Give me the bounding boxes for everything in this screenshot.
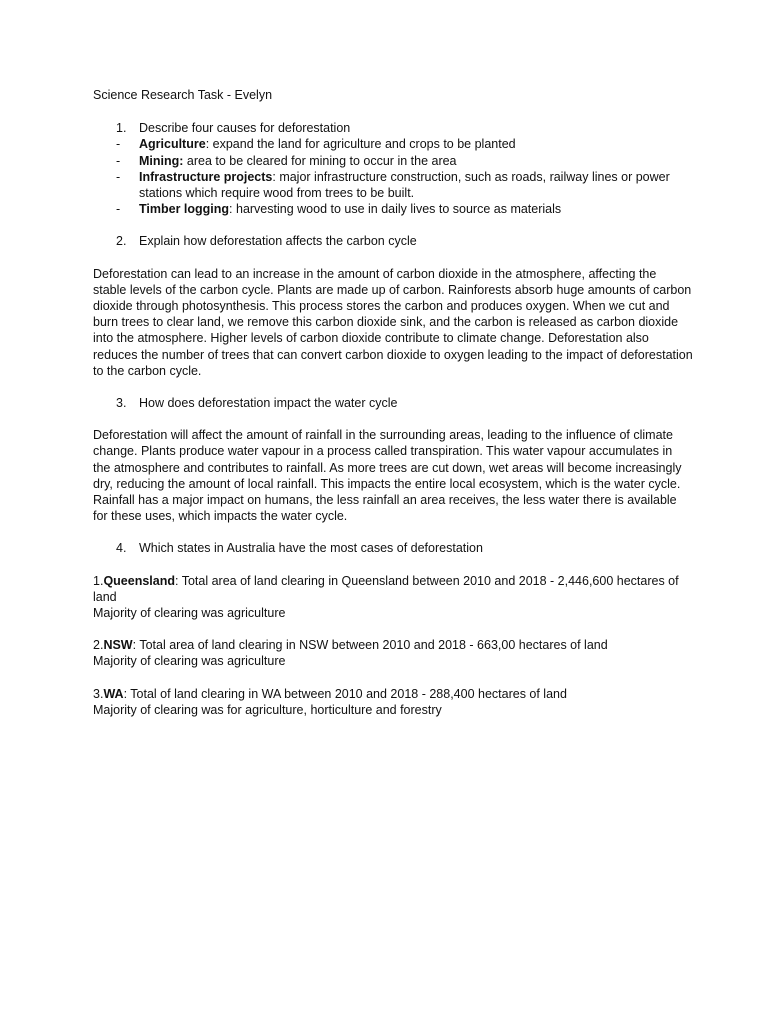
list-item xyxy=(93,169,693,201)
state-name: Queensland xyxy=(103,573,175,588)
bullet-term: Mining: xyxy=(139,153,184,168)
bullet-text: : expand the land for agriculture and crops to be planted xyxy=(205,137,516,152)
question-text: Describe four causes for deforestation xyxy=(139,121,351,136)
state-note: Majority of clearing was agriculture xyxy=(93,654,286,669)
bullet-term: Timber logging xyxy=(139,202,230,217)
question-text: Explain how deforestation affects the carbon cycle xyxy=(139,234,417,249)
list-item xyxy=(93,136,693,152)
state-note: Majority of clearing was for agriculture, horticulture and forestry xyxy=(93,702,442,717)
answer-paragraph: Deforestation can lead to an increase in the amount of carbon dioxide in the atmosphere, affecting the stable levels of the carbon cycle. Plants are made up of carbon. Rainforests absorb huge amounts of carbon dioxide through photosynthesis. This process stores the carbon and produces oxygen. When we cut and burn trees to clear land, we remove this carbon dioxide sink, and the carbon is released as carbon dioxide into the atmosphere. Higher levels of carbon dioxide contribute to climate change. Deforestation also reduces the number of trees that can convert carbon dioxide to oxygen leading to the impact of deforestation to the carbon cycle. xyxy=(93,266,693,378)
causes-list xyxy=(93,136,693,217)
state-number: 2. xyxy=(93,638,104,653)
state-number: 3. xyxy=(93,686,104,701)
state-detail: : Total of land clearing in WA between 2010 and 2018 - 288,400 hectares of land xyxy=(123,686,567,701)
question-4 xyxy=(93,540,693,556)
bullet-text: : harvesting wood to use in daily lives to source as materials xyxy=(229,202,562,217)
document-title: Science Research Task - Evelyn xyxy=(93,88,273,102)
list-item xyxy=(93,153,693,169)
document-page xyxy=(93,87,693,718)
bullet-dash: - xyxy=(116,153,121,168)
state-detail: : Total area of land clearing in NSW between 2010 and 2018 - 663,00 hectares of land xyxy=(132,638,608,653)
answer-paragraph: Deforestation will affect the amount of rainfall in the surrounding areas, leading to the influence of climate change. Plants produce water vapour in a process called transpiration. This water vapour accumulates in the atmosphere and contributes to rainfall. As more trees are cut down, wet areas will become increasingly dry, reducing the amount of local rainfall. This impacts the entire local ecosystem, which is the water cycle. Rainfall has a major impact on humans, the less rainfall an area receives, the less water there is available for these uses, which impacts the water cycle. xyxy=(93,428,682,524)
question-text: How does deforestation impact the water cycle xyxy=(139,396,398,411)
question-number: 4. xyxy=(116,541,127,556)
bullet-term: Agriculture xyxy=(139,137,206,152)
question-text: Which states in Australia have the most cases of deforestation xyxy=(139,541,483,556)
bullet-text: area to be cleared for mining to occur in the area xyxy=(183,153,457,168)
state-number: 1. xyxy=(93,573,104,588)
list-item xyxy=(93,201,693,217)
state-name: NSW xyxy=(103,638,133,653)
bullet-dash: - xyxy=(116,202,121,217)
question-3 xyxy=(93,395,693,411)
state-entry-nsw xyxy=(93,637,693,669)
question-number: 2. xyxy=(116,234,127,249)
bullet-dash: - xyxy=(116,137,121,152)
question-2 xyxy=(93,233,693,249)
state-detail: : Total area of land clearing in Queensland between 2010 and 2018 - 2,446,600 hectares of land xyxy=(93,573,679,604)
state-entry-queensland xyxy=(93,573,693,622)
state-note: Majority of clearing was agriculture xyxy=(93,606,286,621)
bullet-dash: - xyxy=(116,169,121,184)
question-number: 3. xyxy=(116,396,127,411)
question-number: 1. xyxy=(116,121,127,136)
bullet-term: Infrastructure projects xyxy=(139,169,273,184)
question-1 xyxy=(93,120,693,136)
state-entry-wa xyxy=(93,686,693,718)
bullet-text: : major infrastructure construction, such as roads, railway lines or power stations which require wood from trees to be built. xyxy=(139,169,670,201)
state-name: WA xyxy=(103,686,124,701)
